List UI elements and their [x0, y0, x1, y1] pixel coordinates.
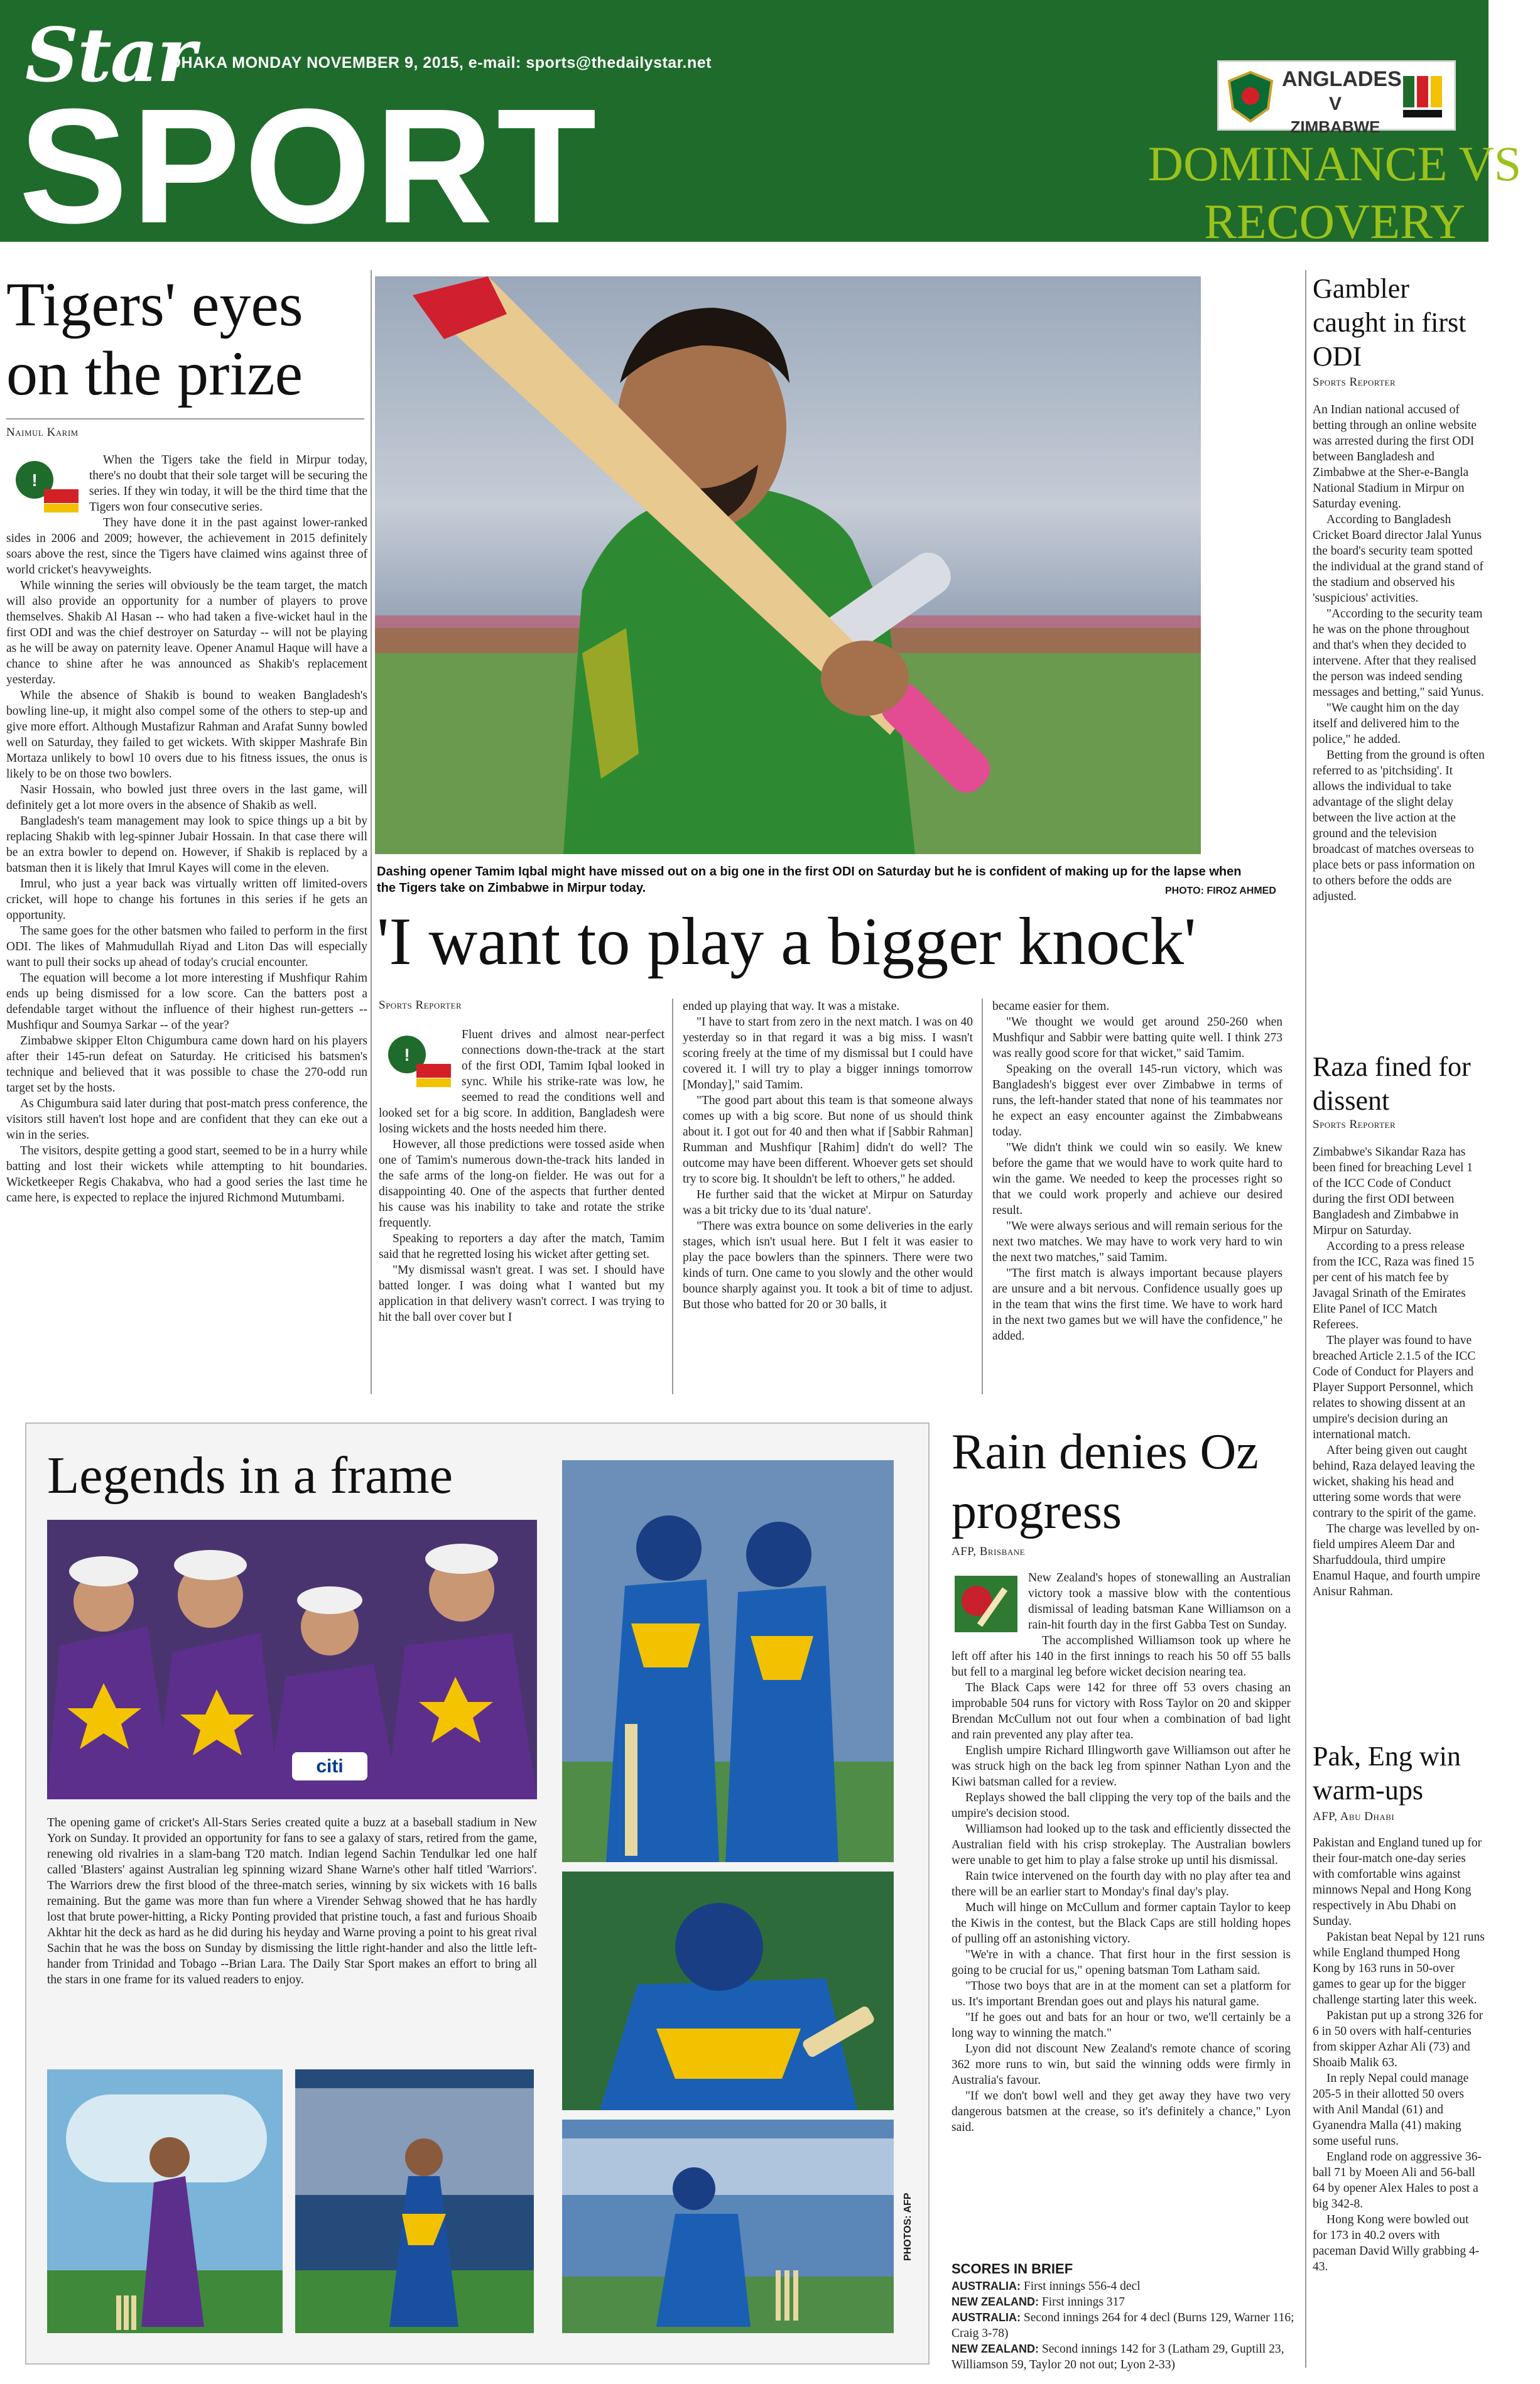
score-line	[952, 2310, 1303, 2341]
knock-paragraph: "We thought we would get around 250-260 when Mushfiqur and Sabbir were batting quite well. I think 273 was really good score for that wicket," said Tamim.	[992, 1016, 1282, 1060]
tigers-paragraph: They have done it in the past against lower-ranked sides in 2006 and 2009; however, the achievement in 2015 definitely soars above the rest, since the Tigers have claimed wins against three of world cricket's heavyweights.	[6, 516, 367, 577]
rain-paragraph: The accomplished Williamson took up where he left off after his 140 in the first innings to reach his 50 off 55 balls but fell to a marginal leg before wicket decision nearing tea.	[952, 1634, 1291, 1679]
tigers-headline: Tigers' eyes on the prize	[6, 269, 303, 408]
rain-paragraph: Lyon did not discount New Zealand's remote chance of scoring 362 more runs to win, but said the winning odds were firmly in Australia's favour.	[952, 2042, 1291, 2087]
knock-column-3	[992, 999, 1282, 1344]
rain-paragraph: English umpire Richard Illingworth gave Williamson out after he was struck high on the back leg from spinner Nathan Lyon and the Kiwi batsman called for a review.	[952, 1744, 1291, 1789]
rain-paragraph: New Zealand's hopes of stonewalling an Australian victory took a massive blow with the contentious dismissal of leading batsman Kane Williamson on a rain-hit fourth day in the first Gabba Test on Sunday.	[1028, 1571, 1291, 1632]
legends-photo-batsman-closeup	[562, 1872, 894, 2110]
legends-photo-credit: PHOTOS: AFP	[903, 2192, 913, 2261]
score-team: AUSTRALIA:	[952, 2280, 1021, 2292]
tigers-paragraph: While the absence of Shakib is bound to weaken Bangladesh's bowling line-up, it might also compel some of the others to step-up and give more effort. Although Mustafizur Rahman and Arafat Sunny bowled well on Saturday, they failed to get wickets. With skipper Mashrafe Bin Mortaza unlikely to bowl 10 overs due to his fitness issues, the onus is likely to be on those two bowlers.	[6, 689, 367, 781]
batsman-illustration	[562, 2120, 894, 2333]
rain-paragraph: "Those two boys that are in at the moment can set a platform for us. It's important Brendan goes out and plays his natural game.	[952, 1980, 1291, 2008]
rain-article-body	[952, 1570, 1291, 2135]
series-badge	[1217, 60, 1456, 136]
knock-paragraph: ended up playing that way. It was a mistake.	[683, 1000, 900, 1013]
rain-paragraph: Replays showed the ball clipping the very top of the bails and the umpire's decision stood.	[952, 1791, 1291, 1820]
tigers-paragraph: When the Tigers take the field in Mirpur today, there's no doubt that their sole target will be securing the series. If they win today, it will be the third time that the Tigers won four consecutive series.	[89, 453, 367, 514]
raza-article-body	[1313, 1144, 1485, 1600]
gambler-article-body	[1313, 402, 1485, 904]
column-rule	[1305, 270, 1306, 2368]
knock-paragraph: "The good part about this team is that someone always comes up with a big score. But none of us should think about it. I got out for 40 and then what if [Sabbir Rahman] Rumman and Mushfiqur [Rahim] didn't do well? The outcome may have been different. Whoever gets set should try to score big. It shouldn't be left to others," he added.	[683, 1094, 973, 1186]
score-detail: Second innings 264 for 4 decl (Burns 129, Warner 116; Craig 3-78)	[952, 2311, 1294, 2340]
knock-paragraph: Fluent drives and almost near-perfect connections down-the-track at the start of the first ODI, Tamim Iqbal looked in sync. While his strike-rate was low, he seemed to read the conditions well and looked set for a big score. In addition, Bangladesh were losing wickets and the hosts needed him there.	[379, 1028, 664, 1135]
score-line	[952, 2341, 1303, 2373]
star-logo: Star	[25, 11, 195, 99]
rain-paragraph: "If we don't bowl well and they get away they have two very dangerous batsmen at the crease, so it's definitely a chance," Lyon said.	[952, 2089, 1291, 2134]
tigers-article-body	[6, 452, 367, 1206]
pak-eng-byline: AFP, Abu Dhabi	[1313, 1810, 1395, 1823]
bangladesh-crest-icon	[1225, 70, 1276, 124]
rain-paragraph: "If he goes out and bats for an hour or two, we'll certainly be a long way to winning the match."	[952, 2011, 1291, 2040]
batsman-illustration	[562, 1872, 894, 2110]
scores-heading: SCORES IN BRIEF	[952, 2261, 1073, 2277]
knock-column-2	[683, 999, 973, 1313]
knock-paragraph: "We didn't think we could win so easily. We knew before the game that we would have to work quite hard to win the game. We needed to keep the processes right so that we could work properly and achieve our desired result.	[992, 1141, 1282, 1217]
gambler-byline: Sports Reporter	[1313, 376, 1396, 389]
rain-paragraph: "We're in with a chance. That first hour in the first session is going to be crucial for us," opening batsman Tom Latham said.	[952, 1948, 1291, 1977]
pak-paragraph: Pakistan and England tuned up for their four-match one-day series with comfortable wins against minnows Nepal and Hong Kong respectively in Abu Dhabi on Sunday.	[1313, 1836, 1482, 1928]
knock-paragraph: Speaking on the overall 145-run victory, which was Bangladesh's biggest ever over Zimbabwe in terms of runs, the left-hander stated that none of his teammates nor he expect an easy encounter against the Zimbabweans today.	[992, 1063, 1282, 1139]
pak-eng-headline: Pak, Eng win warm-ups	[1313, 1741, 1461, 1806]
svg-text:!: !	[404, 1045, 410, 1065]
pak-paragraph: England rode on aggressive 36-ball 71 by Moeen Ali and 56-ball 64 by opener Alex Hales to post a big 342-8.	[1313, 2150, 1482, 2211]
gambler-paragraph: According to Bangladesh Cricket Board director Jalal Yunus the board's security team spotted the individual at the grand stand of the stadium and observed his 'suspicious' activities.	[1313, 513, 1483, 605]
score-team: NEW ZEALAND:	[952, 2343, 1039, 2355]
tigers-paragraph: As Chigumbura said later during that post-match press conference, the visitors still haven't lost hope and are confident that they can eke out a win in the series.	[6, 1097, 367, 1142]
section-title: SPORT	[19, 75, 600, 257]
raza-paragraph: After being given out caught behind, Raza delayed leaving the wicket, shaking his head and uttering some words that were contrary to the spirit of the game.	[1313, 1444, 1477, 1520]
knock-paragraph: He further said that the wicket at Mirpur on Saturday was a bit tricky due to its 'dual nature'.	[683, 1188, 973, 1217]
legends-photo-bowler-1	[47, 2069, 283, 2333]
knock-paragraph: "I have to start from zero in the next match. I was on 40 yesterday so in that regard it was a big miss. I wasn't scoring freely at the time of my dismissal but I could have covered it. I will try to play a bigger innings tomorrow [Monday]," said Tamim.	[683, 1016, 973, 1092]
cricket-ball-icon	[952, 1573, 1021, 1635]
column-rule	[982, 999, 983, 1394]
bowler-illustration	[295, 2069, 534, 2333]
pak-eng-article-body	[1313, 1835, 1485, 2275]
tigers-paragraph: The visitors, despite getting a good start, seemed to be in a hurry while batting and lost their wickets while attempting to hit boundaries. Wicketkeeper Regis Chakabva, who had a good series the last time he came here, is expected to replace the injured Richmond Mutumbami.	[6, 1144, 367, 1205]
score-detail: Second innings 142 for 3 (Latham 29, Guptill 23, Williamson 59, Taylor 20 not out; Lyon 2-33)	[952, 2343, 1284, 2371]
gambler-paragraph: An Indian national accused of betting through an online website was arrested during the first ODI between Bangladesh and Zimbabwe at the Sher-e-Bangla National Stadium in Mirpur on Saturday evening.	[1313, 403, 1477, 511]
raza-paragraph: Zimbabwe's Sikandar Raza has been fined for breaching Level 1 of the ICC Code of Conduct during the first ODI between Bangladesh and Zimbabwe in Mirpur on Saturday.	[1313, 1146, 1473, 1237]
legends-text: The opening game of cricket's All-Stars Series created quite a buzz at a baseball stadium in New York on Sunday. It provided an opportunity for fans to see a galaxy of stars, retired from the game, renewing old rivalries in a slam-bang T20 match. Indian legend Sachin Tendulkar led one half called 'Blasters' against Australian leg spinning wizard Shane Warne's other half titled 'Warriors'. The Warriors drew the first blood of the three-match series, winning by six wickets with 16 balls remaining. But the game was more than fun where a Virender Sehwag showed that he has hardly lost that brute power-hitting, a Ricky Ponting provided that pristine touch, a fast and furious Shoaib Akhtar hit the deck as hard as he did during his heyday and Warne proving a point to his great rival Sachin that he was the boss on Sunday by dismissing the little right-hander and also the little left-hander from Trinidad and Tobago --Brian Lara. The Daily Star Sport makes an effort to bring all the stars in one frame for its valued readers to enjoy.	[47, 1816, 537, 1986]
score-team: AUSTRALIA:	[952, 2311, 1021, 2324]
knock-paragraph: became easier for them.	[992, 1000, 1110, 1013]
series-team-a: ANGLADES	[1282, 67, 1402, 91]
tigers-paragraph: While winning the series will obviously be the team target, the match will also provide an opportunity for a number of players to prove themselves. Shakib Al Hasan -- who had taken a five-wicket haul in the first ODI and was the chief destroyer on Saturday -- will not be playing as he will be away on paternity leave. Opener Anamul Haque will have a chance to shine after he was announced as Shakib's replacement yesterday.	[6, 579, 367, 686]
series-team-b: ZIMBABWE	[1290, 117, 1380, 136]
column-rule	[672, 999, 673, 1394]
gambler-headline: Gambler caught in first ODI	[1313, 273, 1467, 372]
tigers-paragraph: The equation will become a lot more interesting if Mushfiqur Rahim ends up being dismissed for a low score. Can the batters post a defendable target without the influence of their highest run-getters -- Mushfiqur and Soumya Sarkar -- of the year?	[6, 972, 367, 1032]
scores-list	[952, 2278, 1303, 2373]
legends-photo-bowler-2	[295, 2069, 534, 2333]
raza-paragraph: The charge was levelled by on-field umpires Aleem Dar and Sharfuddoula, third umpire Enamul Haque, and fourth umpire Anisur Rahman.	[1313, 1522, 1480, 1598]
raza-paragraph: According to a press release from the ICC, Raza was fined 15 per cent of his match fee by Javagal Srinath of the Emirates Elite Panel of ICC Match Referees.	[1313, 1240, 1475, 1331]
rain-paragraph: Williamson had looked up to the task and efficiently dissected the Australian field with his crisp strokeplay. The Australian bowlers were unable to get him to play a false stroke up until his dismissal.	[952, 1823, 1291, 1867]
rain-headline: Rain denies Oz progress	[952, 1424, 1259, 1539]
series-tagline: DOMINANCE VS RECOVERY	[1147, 136, 1522, 249]
cricket-series-logo-icon	[6, 455, 82, 521]
tigers-paragraph: Zimbabwe skipper Elton Chigumbura came down hard on his players after their 145-run defeat on Saturday. He criticised his batsmen's technique and believed that it was possible to chase the 270-odd run target set by the hosts.	[6, 1034, 367, 1095]
legends-photo-batsmen	[562, 1460, 894, 1862]
svg-text:citi: citi	[316, 1756, 344, 1777]
pak-paragraph: Pakistan put up a strong 326 for 6 in 50 overs with half-centuries from skipper Azhar Ali (73) and Shoaib Malik 63.	[1313, 2009, 1483, 2069]
series-versus: V	[1328, 94, 1342, 114]
divider	[6, 418, 364, 420]
zimbabwe-cricket-icon	[1398, 71, 1451, 124]
legends-headline: Legends in a frame	[47, 1446, 453, 1505]
knock-paragraph: "We were always serious and will remain serious for the next two matches. We may have to work very hard to win the next two matches," said Tamim.	[992, 1220, 1282, 1264]
gambler-paragraph: "We caught him on the day itself and delivered him to the police," he added.	[1313, 702, 1460, 746]
raza-paragraph: The player was found to have breached Article 2.1.5 of the ICC Code of Conduct for Players and Player Support Personnel, which relates to showing dissent at an umpire's decision during an international match.	[1313, 1334, 1476, 1441]
knock-column-1	[379, 1027, 664, 1325]
gambler-paragraph: Betting from the ground is often referred to as 'pitchsiding'. It allows the individual to take advantage of the slight delay between the live action at the ground and the television broadcast of matches overseas to place bets or pass information on to others before the odds are adjusted.	[1313, 749, 1485, 903]
legends-photo-batsman-stroke	[562, 2120, 894, 2333]
raza-byline: Sports Reporter	[1313, 1118, 1396, 1131]
legends-group-illustration	[47, 1520, 537, 1799]
column-rule	[371, 270, 372, 1394]
knock-paragraph: Speaking to reporters a day after the match, Tamim said that he regretted losing his wicket after getting set.	[379, 1232, 664, 1261]
knock-paragraph: "The first match is always important because players are unsure and a bit nervous. Confidence usually goes up in the team that wins the first time. We have to work hard in the next two games but we will have the confidence," he added.	[992, 1267, 1282, 1343]
svg-text:!: !	[31, 470, 38, 490]
rain-paragraph: Much will hinge on McCullum and former captain Taylor to keep the Kiwis in the contest, but the Black Caps are still holding hopes of pulling off an astonishing victory.	[952, 1901, 1291, 1946]
batsmen-illustration	[562, 1460, 894, 1862]
legends-group-photo	[47, 1520, 537, 1799]
knock-paragraph: "My dismissal wasn't great. I was set. I should have batted longer. I was doing what I wanted but my application in that delivery wasn't correct. I was trying to hit the ball over cover but I	[379, 1264, 664, 1324]
hero-player-illustration	[375, 276, 1201, 854]
knock-paragraph: However, all those predictions were tossed aside when one of Tamim's numerous down-the-track hits landed in the safe arms of the long-on fielder. He was out for a disappointing 40. One of the aspects that further dented his cause was his inability to take and rotate the strike frequently.	[379, 1138, 664, 1230]
rain-paragraph: The Black Caps were 142 for three off 53 overs chasing an improbable 504 runs for victory with Ross Taylor on 20 and skipper Brendan McCullum not out four when a combination of bad light and rain prevented any play after tea.	[952, 1681, 1291, 1742]
pak-paragraph: Hong Kong were bowled out for 173 in 40.2 overs with paceman David Willy grabbing 4-43.	[1313, 2213, 1480, 2273]
rain-byline: AFP, Brisbane	[952, 1545, 1026, 1558]
tigers-paragraph: Nasir Hossain, who bowled just three overs in the last game, will definitely get a lot more overs in the absence of Shakib as well.	[6, 783, 367, 812]
cricket-series-logo-icon	[379, 1029, 454, 1095]
dateline: DHAKA MONDAY NOVEMBER 9, 2015, e-mail: sports@thedailystar.net	[170, 54, 712, 72]
tigers-paragraph: The same goes for the other batsmen who failed to perform in the first ODI. The likes of Mahmudullah Riyad and Liton Das will especially want to pull their socks up ahead of today's crucial encounter.	[6, 924, 367, 969]
bowler-illustration	[47, 2069, 283, 2333]
pak-paragraph: In reply Nepal could manage 205-5 in their allotted 50 overs with Anil Mandal (61) and Gyanendra Malla (41) making some useful runs.	[1313, 2072, 1469, 2148]
tigers-paragraph: Bangladesh's team management may look to spice things up a bit by replacing Shakib with leg-spinner Jubair Hossain. In that case there will be an extra bowler to depend on. However, if Shakib is replaced by a batsman then it is likely that Imrul Kayes will come in the eleven.	[6, 815, 367, 875]
score-team: NEW ZEALAND:	[952, 2295, 1039, 2308]
hero-photo-tamim	[375, 276, 1201, 854]
gambler-paragraph: "According to the security team he was on the phone throughout and that's when they decided to intervene. After that they realised the person was indeed sending messages and betting," said Yunus.	[1313, 607, 1484, 699]
knock-headline: 'I want to play a bigger knock'	[377, 904, 1196, 979]
pak-paragraph: Pakistan beat Nepal by 121 runs while England thumped Hong Kong by 163 runs in 50-over games to gear up for the bigger challenge starting later this week.	[1313, 1931, 1485, 2007]
raza-headline: Raza fined for dissent	[1313, 1051, 1471, 1116]
score-line	[952, 2294, 1303, 2310]
rain-paragraph: Rain twice intervened on the fourth day with no play after tea and there will be an earlier start to Monday's final day's play.	[952, 1870, 1291, 1899]
knock-byline: Sports Reporter	[379, 999, 462, 1012]
tigers-byline: Naimul Karim	[6, 426, 79, 439]
score-detail: First innings 317	[1041, 2295, 1125, 2309]
hero-photo-credit: PHOTO: FIROZ AHMED	[1165, 886, 1276, 896]
knock-paragraph: "There was extra bounce on some deliveries in the early stages, which isn't usual here. But I felt it was easier to play the pace bowlers than the spinners. There were two kinds of turn. One came to you slowly and the other would bounce sharply against you. It took a bit of time to adjust. But those who batted for 20 or 30 balls, it	[683, 1220, 973, 1311]
score-detail: First innings 556-4 decl	[1023, 2280, 1141, 2293]
score-line	[952, 2278, 1303, 2294]
hero-caption: Dashing opener Tamim Iqbal might have missed out on a big one in the first ODI on Saturday but he is confident of making up for the lapse when the Tigers take on Zimbabwe in Mirpur today.	[377, 865, 1242, 895]
tigers-paragraph: Imrul, who just a year back was virtually written off limited-overs cricket, will hope to change his fortunes in this series if he gets an opportunity.	[6, 877, 367, 922]
